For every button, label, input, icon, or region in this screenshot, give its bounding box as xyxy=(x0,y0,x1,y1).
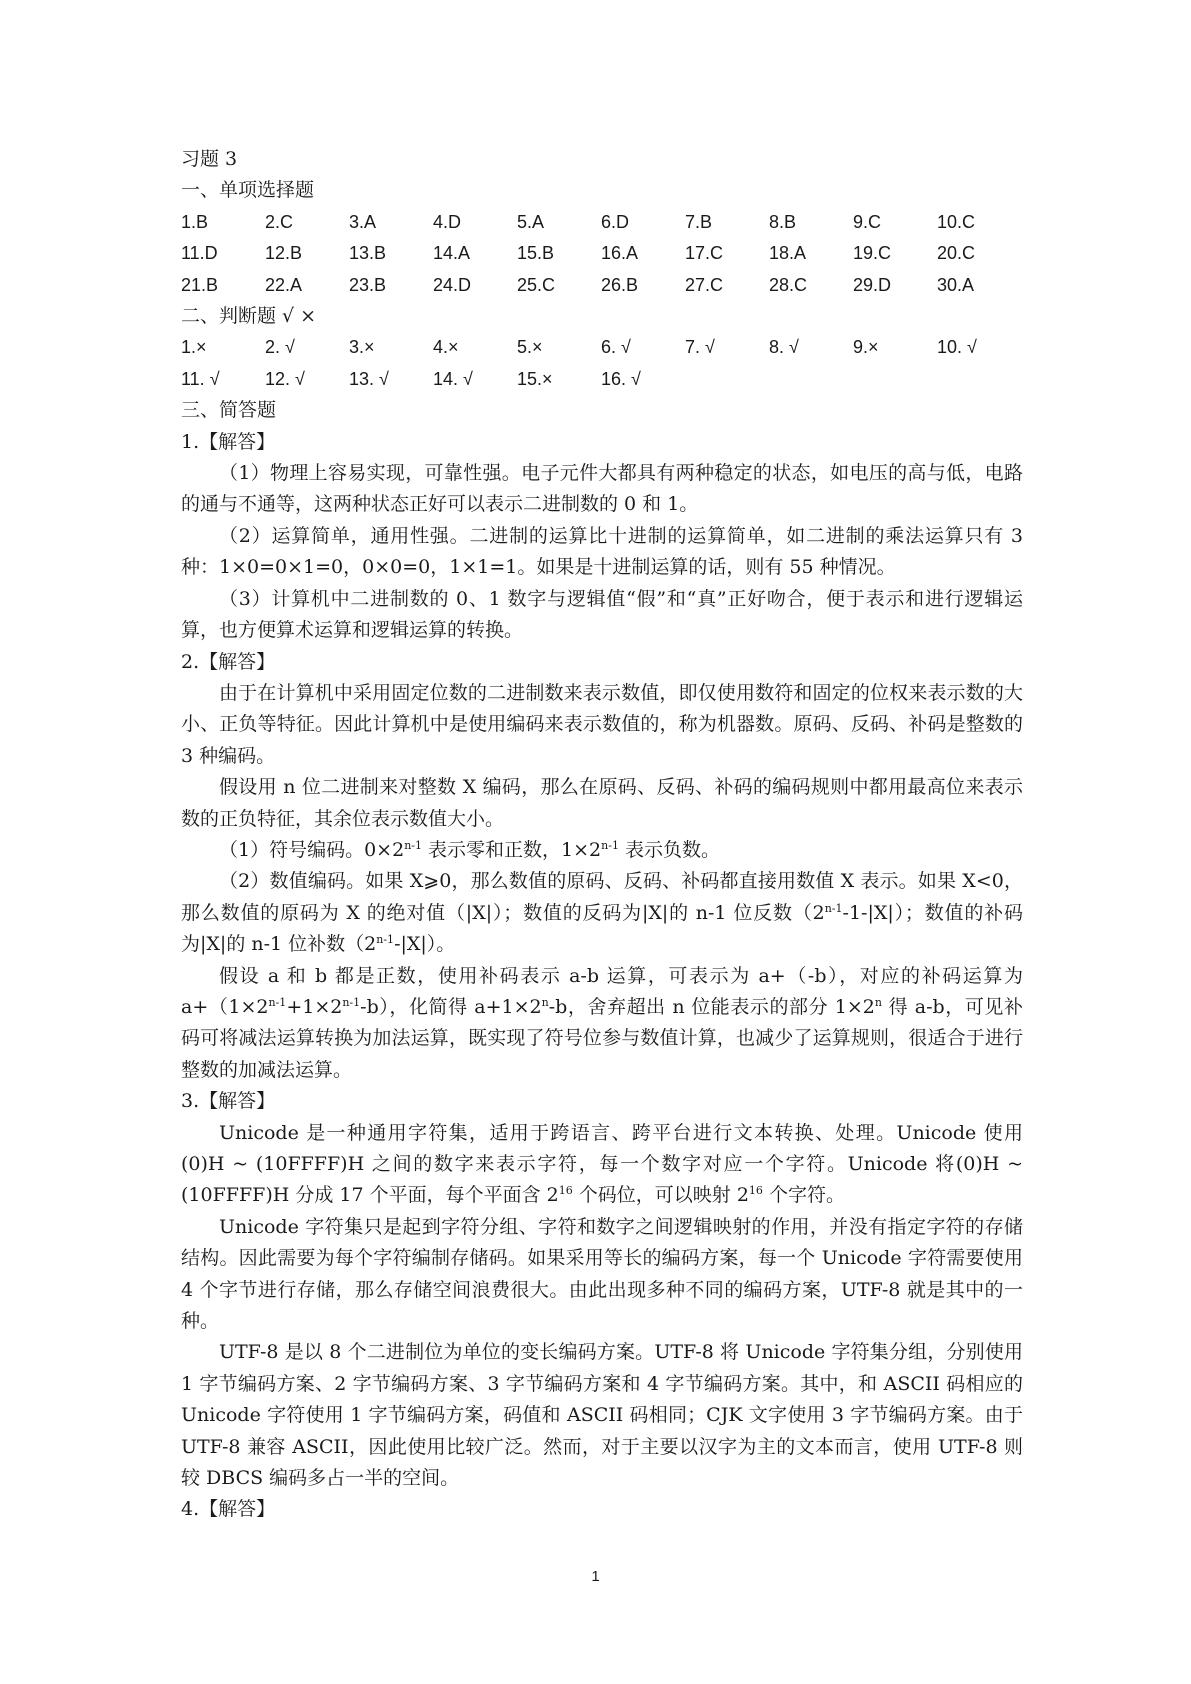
superscript: 16 xyxy=(558,1184,573,1198)
text-run: 个字符。 xyxy=(762,1184,845,1207)
answer-row xyxy=(181,270,1023,301)
q3-paragraph xyxy=(181,1118,1023,1212)
answer-cell: 15.× xyxy=(517,368,553,389)
answer-cell: 13.B xyxy=(349,243,387,264)
answer-cell: 13. √ xyxy=(349,368,389,389)
answer-cell: 12. √ xyxy=(265,368,305,389)
q2-paragraph: 由于在计算机中采用固定位数的二进制数来表示数值，即仅使用数符和固定的位权来表示数的大小、正负等特征。因此计算机中是使用编码来表示数值的，称为机器数。原码、反码、补码是整数的 3 种编码。 xyxy=(181,681,1023,767)
superscript: n-1 xyxy=(268,995,287,1009)
q4-label: 4.【解答】 xyxy=(181,1498,276,1521)
answer-cell: 9.× xyxy=(853,337,879,358)
text-run: +1×2 xyxy=(286,995,343,1018)
text-run: -b，舍弃超出 n 位能表示的部分 1×2 xyxy=(548,995,875,1018)
answer-cell: 19.C xyxy=(853,243,892,264)
answer-cell: 30.A xyxy=(937,274,975,295)
q2-label: 2.【解答】 xyxy=(181,650,276,673)
page-number: 1 xyxy=(591,1568,600,1585)
answer-cell: 12.B xyxy=(265,243,303,264)
answer-cell: 16.A xyxy=(601,243,639,264)
answer-row xyxy=(181,332,1023,363)
answer-cell: 1.× xyxy=(181,337,207,358)
text-run: -1-|X|）；数值的补码为|X|的 n-1 位补数（2 xyxy=(181,901,1023,956)
answer-cell: 26.B xyxy=(601,274,639,295)
answer-cell: 3.A xyxy=(349,211,377,232)
answer-cell: 24.D xyxy=(433,274,472,295)
q3-label: 3.【解答】 xyxy=(181,1090,276,1113)
superscript: n xyxy=(874,995,882,1009)
answer-cell: 11. √ xyxy=(181,368,220,389)
answer-cell: 5.× xyxy=(517,337,543,358)
superscript: n-1 xyxy=(376,933,395,947)
q2-paragraph xyxy=(181,961,1023,1087)
answer-cell: 29.D xyxy=(853,274,892,295)
answer-cell: 22.A xyxy=(265,274,303,295)
section1-heading: 一、单项选择题 xyxy=(181,179,315,202)
text-run: 个码位，可以映射 2 xyxy=(572,1184,749,1207)
superscript: 16 xyxy=(748,1184,763,1198)
superscript: n xyxy=(541,995,549,1009)
answer-cell: 14.A xyxy=(433,243,471,264)
text-run: （2）数值编码。如果 X⩾0，那么数值的原码、反码、补码都直接用数值 X 表示。如果 X<0，那么数值的原码为 X 的绝对值（|X|）；数值的反码为|X|的 n-1 位反数（2 xyxy=(181,870,1023,924)
answer-cell: 7.B xyxy=(685,211,713,232)
answer-cell: 25.C xyxy=(517,274,556,295)
answer-cell: 5.A xyxy=(517,211,545,232)
answer-cell: 14. √ xyxy=(433,368,473,389)
answer-cell: 15.B xyxy=(517,243,555,264)
answer-cell: 7. √ xyxy=(685,337,715,358)
answer-cell: 21.B xyxy=(181,274,219,295)
section2-heading: 二、判断题 √ × xyxy=(181,305,317,328)
text-run: 表示零和正数，1×2 xyxy=(422,838,602,861)
answer-cell: 11.D xyxy=(181,243,218,264)
text-run: Unicode 是一种通用字符集，适用于跨语言、跨平台进行文本转换、处理。Unicode 使用(0)H ~ (10FFFF)H 之间的数字来表示字符，每一个数字对应一个字符。Unicode 将(0)H ~ (10FFFF)H 分成 17 个平面，每个平面含 2 xyxy=(181,1121,1023,1207)
answer-cell: 10. √ xyxy=(937,337,977,358)
answer-cell: 23.B xyxy=(349,274,387,295)
superscript: n-1 xyxy=(601,838,619,852)
q1-paragraph: （3）计算机中二进制数的 0、1 数字与逻辑值“假”和“真”正好吻合，便于表示和进行逻辑运算，也方便算术运算和逻辑运算的转换。 xyxy=(181,587,1023,642)
answer-cell: 4.D xyxy=(433,211,462,232)
answer-cell: 2.C xyxy=(265,211,294,232)
q1-label: 1.【解答】 xyxy=(181,430,276,453)
text-run: -b），化简得 a+1×2 xyxy=(360,995,542,1018)
section3-heading: 三、简答题 xyxy=(181,399,277,422)
answer-cell: 28.C xyxy=(769,274,808,295)
superscript: n-1 xyxy=(342,995,361,1009)
q3-paragraph: UTF-8 是以 8 个二进制位为单位的变长编码方案。UTF-8 将 Unicode 字符集分组，分别使用 1 字节编码方案、2 字节编码方案、3 字节编码方案和 4 字节编码方案。其中，和 ASCII 码相应的 Unicode 字符使用 1 字节编码方案，码值和 ASCII 码相同；CJK 文字使用 3 字节编码方案。由于 UTF-8 兼容 ASCII，因此使用比较广泛。然而，对于主要以汉字为主的文本而言，使用 UTF-8 则较 DBCS 编码多占一半的空间。 xyxy=(181,1341,1023,1490)
answer-cell: 8.B xyxy=(769,211,797,232)
answer-cell: 27.C xyxy=(685,274,724,295)
document-title: 习题 3 xyxy=(181,148,238,170)
q1-paragraph: （2）运算简单，通用性强。二进制的运算比十进制的运算简单，如二进制的乘法运算只有 3 种：1×0=0×1=0，0×0=0，1×1=1。如果是十进制运算的话，则有 55 种情况。 xyxy=(181,524,1023,579)
answer-cell: 9.C xyxy=(853,211,882,232)
text-run: （1）符号编码。0×2 xyxy=(219,838,405,861)
answer-cell: 8. √ xyxy=(769,337,799,358)
q1-paragraph: （1）物理上容易实现，可靠性强。电子元件大都具有两种稳定的状态，如电压的高与低，电路的通与不通等，这两种状态正好可以表示二进制数的 0 和 1。 xyxy=(181,462,1023,516)
text-run: 得 a-b，可见补码可将减法运算转换为加法运算，既实现了符号位参与数值计算，也减少了运算规则，很适合于进行整数的加减法运算。 xyxy=(181,995,1023,1081)
answer-cell: 17.C xyxy=(685,243,724,264)
answer-cell: 20.C xyxy=(937,243,976,264)
answer-cell: 1.B xyxy=(181,211,209,232)
superscript: n-1 xyxy=(824,901,843,915)
answer-cell: 16. √ xyxy=(601,368,641,389)
text-run: 假设 a 和 b 都是正数，使用补码表示 a-b 运算，可表示为 a+（-b），对应的补码运算为 a+（1×2 xyxy=(181,964,1023,1018)
answer-cell: 6.D xyxy=(601,211,630,232)
answer-row xyxy=(181,364,1023,395)
answer-cell: 4.× xyxy=(433,337,459,358)
text-run: -|X|）。 xyxy=(394,933,456,956)
answer-cell: 6. √ xyxy=(601,337,631,358)
answer-cell: 10.C xyxy=(937,211,976,232)
document-body xyxy=(181,144,1023,1526)
answer-cell: 3.× xyxy=(349,337,375,358)
answer-cell: 18.A xyxy=(769,243,807,264)
text-run: 表示负数。 xyxy=(618,838,720,861)
q2-paragraph: 假设用 n 位二进制来对整数 X 编码，那么在原码、反码、补码的编码规则中都用最高位来表示数的正负特征，其余位表示数值大小。 xyxy=(181,776,1023,830)
q3-paragraph: Unicode 字符集只是起到字符分组、字符和数字之间逻辑映射的作用，并没有指定字符的存储结构。因此需要为每个字符编制存储码。如果采用等长的编码方案，每一个 Unicode 字符需要使用 4 个字节进行存储，那么存储空间浪费很大。由此出现多种不同的编码方案，UTF-8 就是其中的一种。 xyxy=(181,1215,1023,1333)
answer-row xyxy=(181,207,1023,238)
q2-paragraph xyxy=(181,835,1023,866)
q2-paragraph xyxy=(181,866,1023,960)
answer-cell: 2. √ xyxy=(265,337,295,358)
answer-row xyxy=(181,238,1023,269)
superscript: n-1 xyxy=(404,838,422,852)
